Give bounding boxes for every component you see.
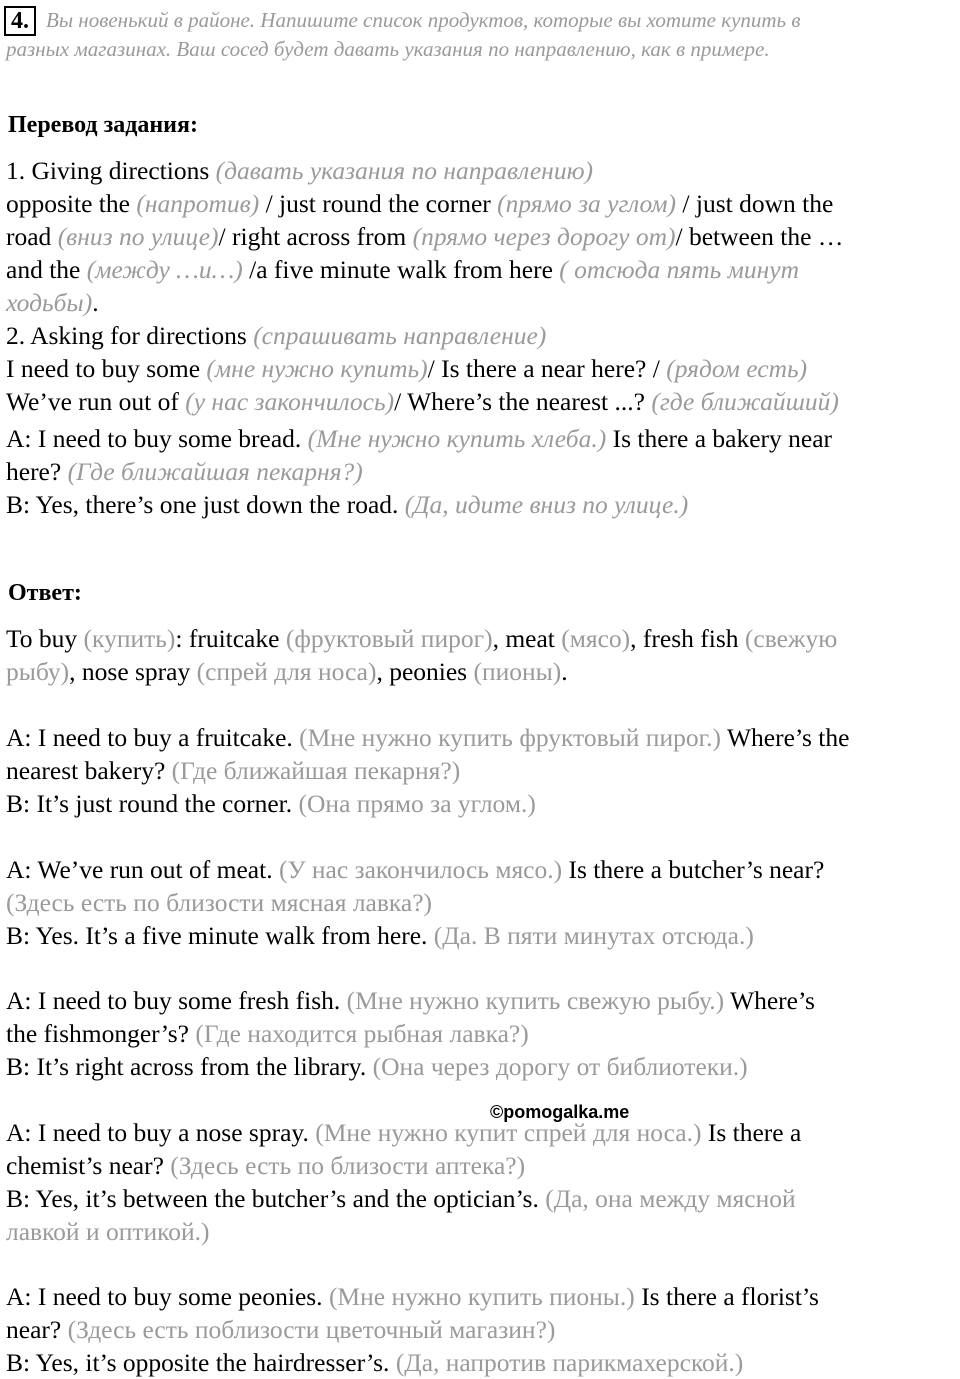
russian-translation: (Да, идите вниз по улице.) xyxy=(404,490,689,519)
russian-translation: (Мне нужно купить пионы.) xyxy=(328,1282,635,1311)
answer-line xyxy=(6,1215,210,1248)
task-number: 4. xyxy=(4,6,36,36)
answer-line xyxy=(6,655,568,688)
task-text-line2: разных магазинах. Ваш сосед будет давать указания по направлению, как в примере. xyxy=(6,37,770,61)
english-text: / Where’s the nearest ...? xyxy=(394,387,652,416)
english-text: / between the … xyxy=(675,222,844,251)
english-text: near? xyxy=(6,1315,68,1344)
english-text: B: It’s right across from the library. xyxy=(6,1052,373,1081)
russian-translation: (Мне нужно купить фруктовый пирог.) xyxy=(299,723,722,752)
translation-line xyxy=(6,422,832,455)
russian-translation: (Здесь есть поблизости цветочный магазин?) xyxy=(67,1315,556,1344)
russian-translation: (где ближайший) xyxy=(651,387,839,416)
translation-line xyxy=(6,488,688,521)
english-text: To buy xyxy=(6,624,84,653)
answer-line xyxy=(6,1050,748,1083)
english-text: . xyxy=(92,288,99,317)
english-text: B: Yes. It’s a five minute walk from here. xyxy=(6,921,434,950)
english-text: / Is there a near here? / xyxy=(427,354,667,383)
english-text: road xyxy=(6,222,58,251)
answer-line xyxy=(6,984,815,1017)
english-text: here? xyxy=(6,457,68,486)
russian-translation: (прямо через дорогу от) xyxy=(412,222,676,251)
russian-translation: (фруктовый пирог) xyxy=(285,624,493,653)
answer-line xyxy=(6,622,837,655)
task-text-line1: Вы новенький в районе. Напишите список продуктов, которые вы хотите купить в xyxy=(46,8,801,32)
russian-translation: (свежую xyxy=(744,624,838,653)
russian-translation: (пионы) xyxy=(473,657,562,686)
translation-line xyxy=(6,220,843,253)
translation-heading: Перевод задания: xyxy=(8,112,198,138)
answer-line xyxy=(6,1346,743,1379)
english-text: . xyxy=(561,657,568,686)
answer-line xyxy=(6,1116,801,1149)
russian-translation: (Она через дорогу от библиотеки.) xyxy=(372,1052,748,1081)
russian-translation: (Она прямо за углом.) xyxy=(298,789,536,818)
translation-line xyxy=(6,319,546,352)
russian-translation: (У нас закончилось мясо.) xyxy=(278,855,563,884)
english-text: Is there a xyxy=(701,1118,802,1147)
translation-line xyxy=(6,352,807,385)
english-text: : fruitcake xyxy=(175,624,286,653)
english-text: A: I need to buy a fruitcake. xyxy=(6,723,300,752)
english-text: A: We’ve run out of meat. xyxy=(6,855,279,884)
english-text: A: I need to buy a nose spray. xyxy=(6,1118,316,1147)
russian-translation: (Где находится рыбная лавка?) xyxy=(195,1019,529,1048)
translation-line xyxy=(6,286,99,319)
english-text: , peonies xyxy=(376,657,474,686)
russian-translation: (Да, напротив парикмахерской.) xyxy=(395,1348,744,1377)
answer-line xyxy=(6,919,754,952)
english-text: and the xyxy=(6,255,87,284)
russian-translation: (Здесь есть по близости мясная лавка?) xyxy=(6,888,433,917)
english-text: A: I need to buy some fresh fish. xyxy=(6,986,347,1015)
russian-translation: (Где ближайшая пекарня?) xyxy=(171,756,461,785)
answer-line xyxy=(6,787,536,820)
russian-translation: (мясо) xyxy=(561,624,631,653)
russian-translation: ( отсюда пять минут xyxy=(559,255,800,284)
russian-translation: (Да, она между мясной xyxy=(545,1184,796,1213)
russian-translation: (спрашивать направление) xyxy=(253,321,547,350)
english-text: the fishmonger’s? xyxy=(6,1019,196,1048)
english-text: Where’s the xyxy=(721,723,850,752)
english-text: We’ve run out of xyxy=(6,387,186,416)
answer-line xyxy=(6,721,849,754)
russian-translation: (Мне нужно купит спрей для носа.) xyxy=(315,1118,702,1147)
russian-translation: (купить) xyxy=(83,624,176,653)
english-text: nearest bakery? xyxy=(6,756,172,785)
english-text: Is there a butcher’s near? xyxy=(562,855,825,884)
english-text: A: I need to buy some peonies. xyxy=(6,1282,329,1311)
translation-line xyxy=(6,154,593,187)
english-text: A: I need to buy some bread. xyxy=(6,424,308,453)
russian-translation: (мне нужно купить) xyxy=(206,354,428,383)
translation-line xyxy=(6,253,799,286)
russian-translation: (Где ближайшая пекарня?) xyxy=(67,457,363,486)
translation-line xyxy=(6,385,839,418)
russian-translation: (рядом есть) xyxy=(666,354,808,383)
russian-translation: (Мне нужно купить хлеба.) xyxy=(307,424,607,453)
english-text: 2. Asking for directions xyxy=(6,321,254,350)
russian-translation: (между …и…) xyxy=(86,255,243,284)
english-text: opposite the xyxy=(6,189,137,218)
answer-line xyxy=(6,1149,525,1182)
russian-translation: (давать указания по направлению) xyxy=(215,156,594,185)
answer-line xyxy=(6,853,824,886)
english-text: Where’s xyxy=(724,986,815,1015)
russian-translation: (у нас закончилось) xyxy=(185,387,395,416)
translation-line xyxy=(6,455,363,488)
russian-translation: (Да. В пяти минутах отсюда.) xyxy=(433,921,754,950)
russian-translation: (Здесь есть по близости аптека?) xyxy=(170,1151,526,1180)
english-text: B: Yes, it’s opposite the hairdresser’s. xyxy=(6,1348,396,1377)
english-text: B: Yes, it’s between the butcher’s and the optician’s. xyxy=(6,1184,546,1213)
russian-translation: рыбу) xyxy=(6,657,70,686)
english-text: I need to buy some xyxy=(6,354,207,383)
russian-translation: (вниз по улице) xyxy=(57,222,219,251)
answer-line xyxy=(6,886,432,919)
english-text: / just down the xyxy=(676,189,834,218)
russian-translation: лавкой и оптикой.) xyxy=(6,1217,210,1246)
answer-line xyxy=(6,1017,529,1050)
english-text: , nose spray xyxy=(69,657,197,686)
english-text: , fresh fish xyxy=(630,624,745,653)
english-text: Is there a bakery near xyxy=(606,424,833,453)
english-text: / right across from xyxy=(218,222,413,251)
answer-line xyxy=(6,1313,555,1346)
answer-heading: Ответ: xyxy=(8,580,82,606)
russian-translation: (спрей для носа) xyxy=(196,657,377,686)
english-text: 1. Giving directions xyxy=(6,156,216,185)
answer-line xyxy=(6,1280,819,1313)
english-text: chemist’s near? xyxy=(6,1151,171,1180)
russian-translation: (прямо за углом) xyxy=(497,189,677,218)
english-text: , meat xyxy=(492,624,562,653)
english-text: B: It’s just round the corner. xyxy=(6,789,299,818)
translation-line xyxy=(6,187,833,220)
english-text: B: Yes, there’s one just down the road. xyxy=(6,490,405,519)
english-text: Is there a florist’s xyxy=(634,1282,819,1311)
watermark: ©pomogalka.me xyxy=(490,1102,630,1122)
answer-line xyxy=(6,754,460,787)
english-text: /a five minute walk from here xyxy=(242,255,560,284)
russian-translation: ходьбы) xyxy=(6,288,93,317)
russian-translation: (напротив) xyxy=(136,189,260,218)
russian-translation: (Мне нужно купить свежую рыбу.) xyxy=(346,986,725,1015)
answer-line xyxy=(6,1182,796,1215)
english-text: / just round the corner xyxy=(259,189,498,218)
